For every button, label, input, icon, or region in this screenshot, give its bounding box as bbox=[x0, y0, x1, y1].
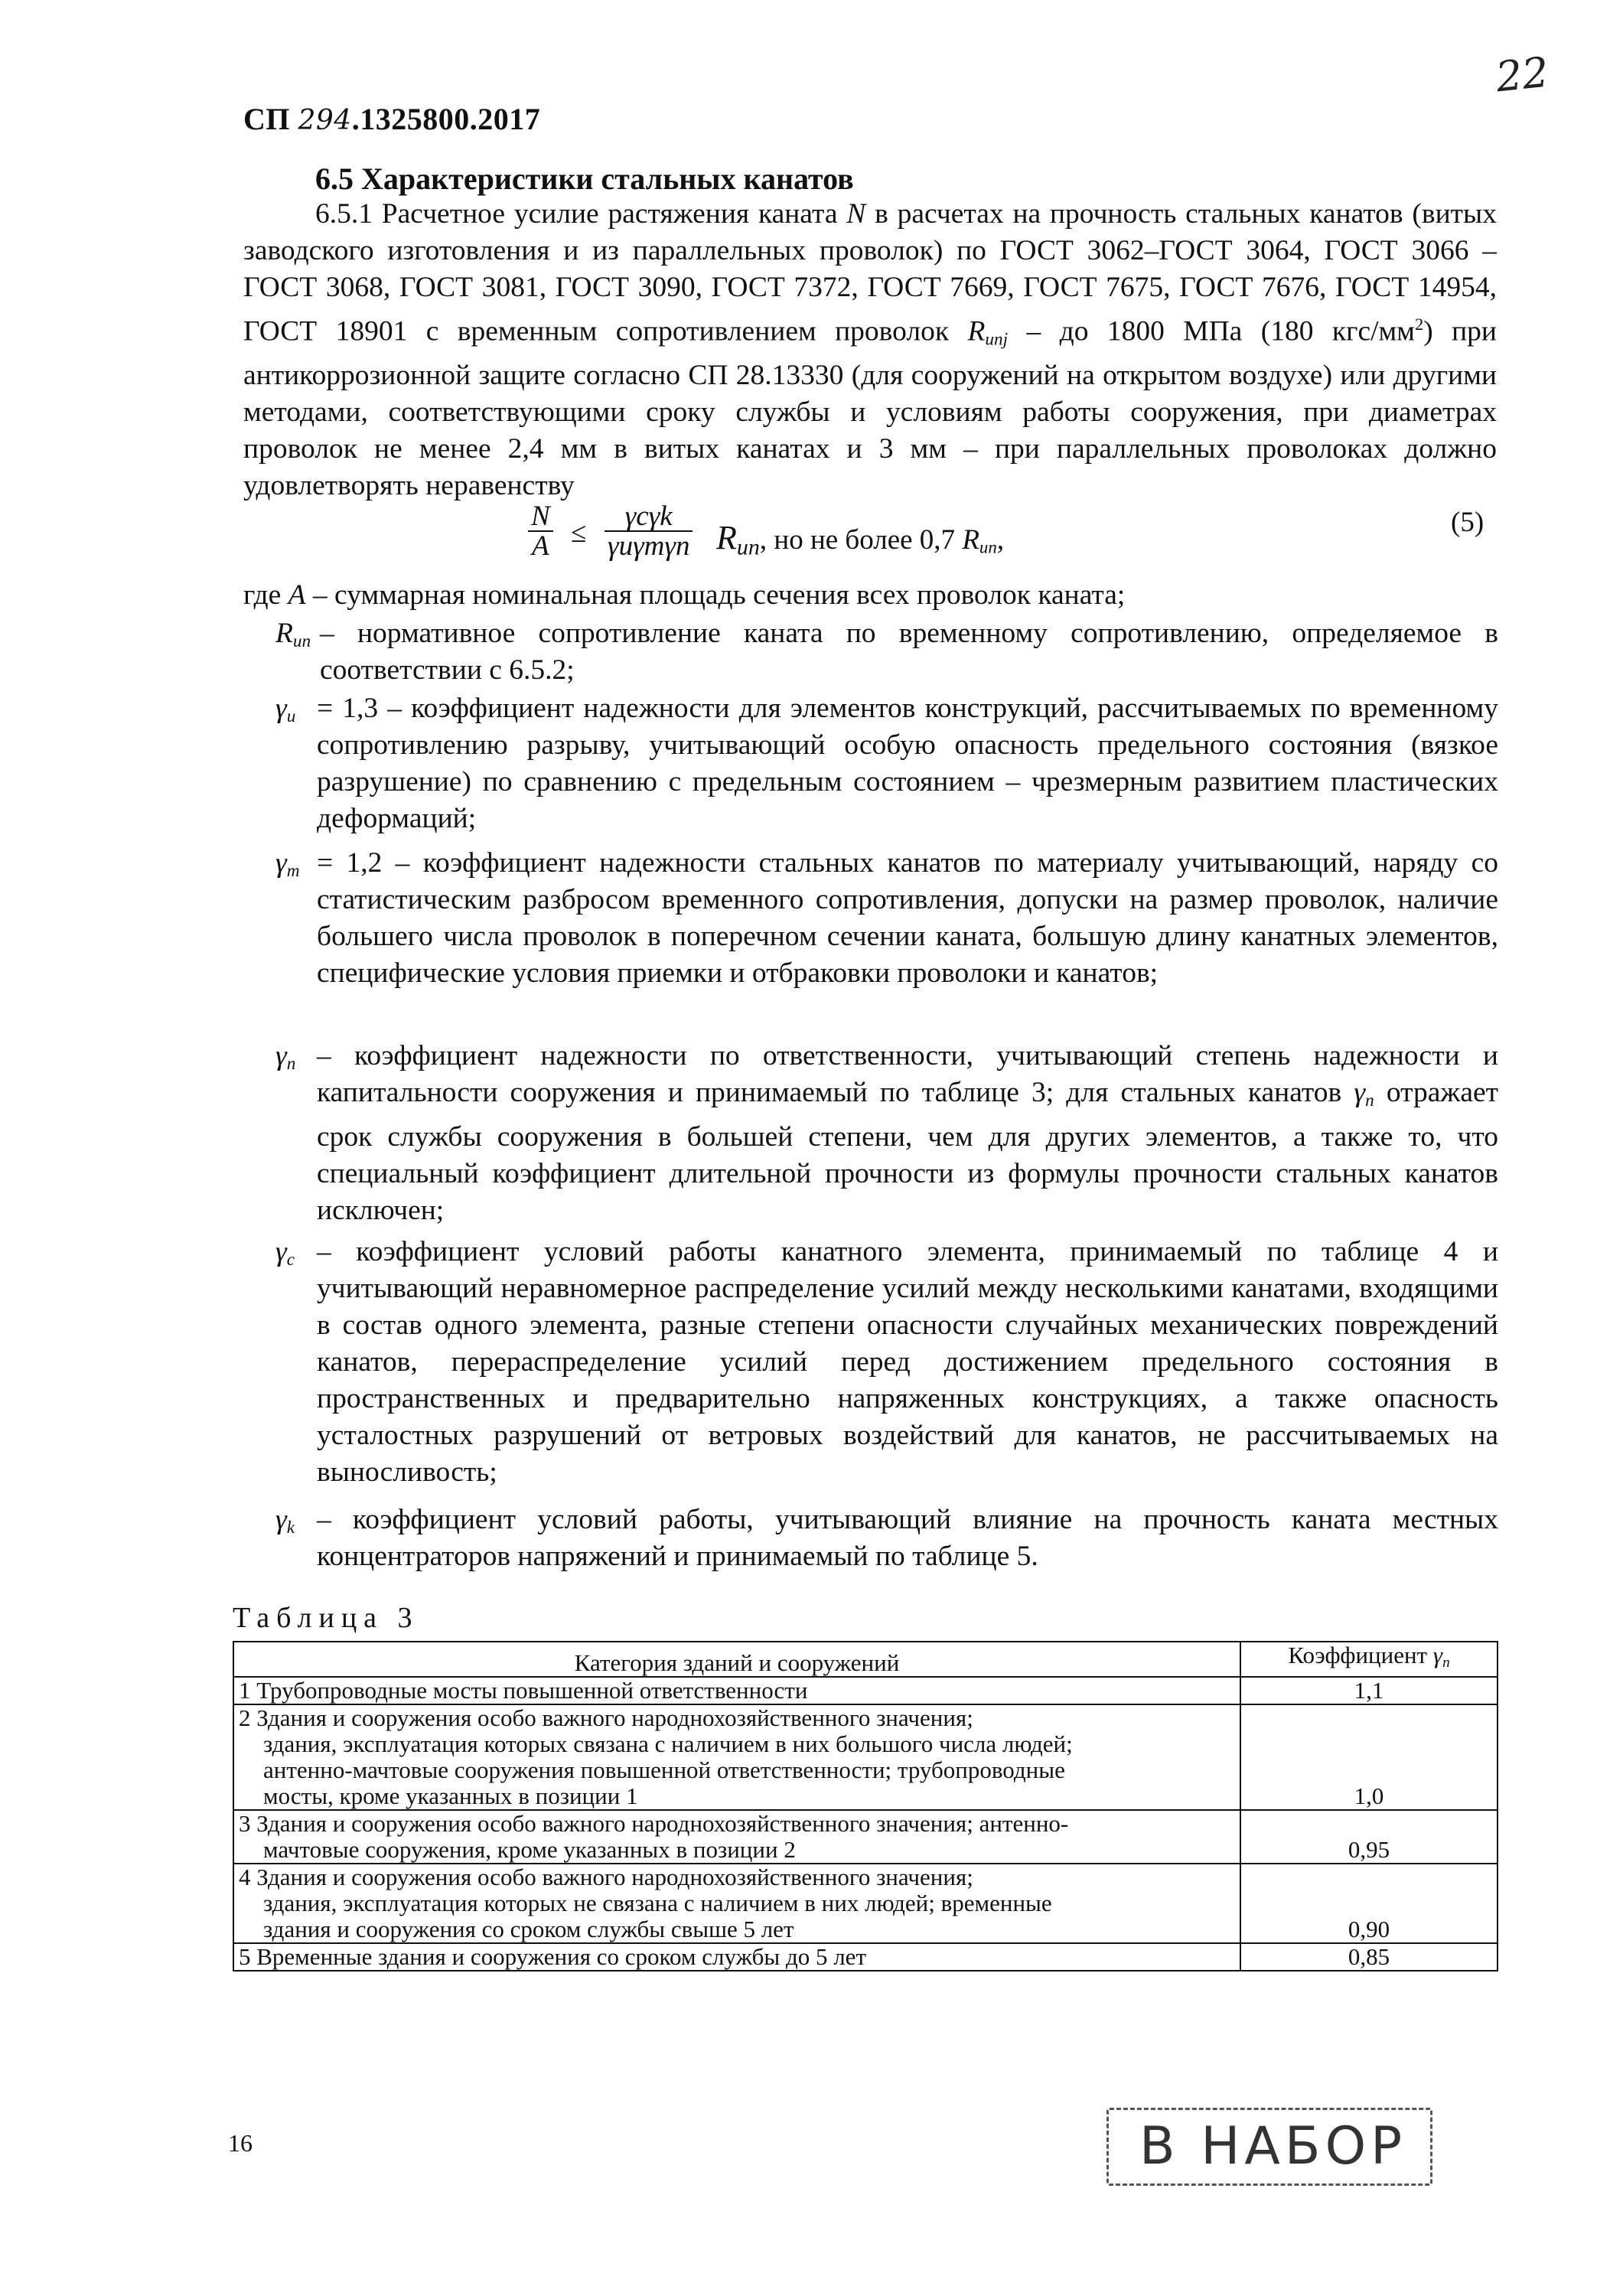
header-suffix: .1325800.2017 bbox=[351, 102, 541, 136]
table-row: 1 Трубопроводные мосты повышенной ответственности 1,1 bbox=[233, 1677, 1498, 1704]
table-row: 2 Здания и сооружения особо важного народнохозяйственного значения; здания, эксплуатация которых связана с наличием в них большого числа людей; антенно-мачтовые сооружения повышенной ответственности; трубопроводные мосты, кроме указанных в позиции 1 1,0 bbox=[233, 1704, 1498, 1810]
stamp-text: В НАБОР bbox=[1139, 2116, 1407, 2177]
stamp-box bbox=[1106, 2108, 1432, 2186]
document-header bbox=[243, 101, 540, 137]
handwritten-number: 294 bbox=[298, 105, 352, 136]
formula-rhs: $R_{un}$, но не более 0,7 $R_{un}$, bbox=[716, 519, 1005, 560]
table-row: 3 Здания и сооружения особо важного народнохозяйственного значения; антенно- мачтовые сооружения, кроме указанных в позиции 2 0,95 bbox=[233, 1810, 1498, 1864]
document-page: СП 294.1325800.2017 22 6.5 Характеристики стальных канатов 6.5.1 Расчетное усилие растяжения каната N в расчетах на прочность стальных канатов (витых заводского изготовления и из параллельных проволок) по ГОСТ 3062–ГОСТ 3064, ГОСТ 3066 – ГОСТ 3068, ГОСТ 3081, ГОСТ 3090, ГОСТ 7372, ГОСТ 7669, ГОСТ 7675, ГОСТ 7676, ГОСТ 14954, ГОСТ 18901 с временным сопротивлением проволок $R_{unj}$ – до 1800 МПа (180 кгс/$мм^2$) при антикоррозионной защите согласно СП 28.13330 (для сооружений на открытом воздухе) или другими методами, соответствующими сроку службы и условиям работы сооружения, при диаметрах проволок не менее 2,4 мм в витых канатах и 3 мм – при параллельных проволоках должно удовлетворять неравенству $\frac{N}{A}$ ≤ γcγk γuγmγn $R_{un}$, но не более 0,7 $R_{un}$, (5) где A – суммарная номинальная площадь сечения всех проволок каната; $R_{un}$ – нормативное сопротивление каната по временному сопротивлению, определяемое в соответствии с 6.5.2; $\gamma_u$ = 1,3 – коэффициент надежности для элементов конструкций, рассчитываемых по временному сопротивлению разрыву, учитывающий особую опасность предельного состояния (вязкое разрушение) по сравнению с предельным состоянием – чрезмерным развитием пластических деформаций; $\gamma_m$ = 1,2 – коэффициент надежности стальных канатов по материалу учитывающий, наряду со статистическим разбросом временного сопротивления, допуски на размер проволок, наличие большего числа проволок в поперечном сечении каната, большую длину канатных элементов, специфические условия приемки и отбраковки проволоки и канатов; $\gamma_n$ – коэффициент надежности по ответственности, учитывающий степень надежности и капитальности сооружения и принимаемый по таблице 3; для стальных канатов $\gamma_n$ отражает срок службы сооружения в большей степени, чем для других элементов, а также то, что специальный коэффициент длительной прочности из формулы прочности стальных канатов исключен; $\gamma_c$ – коэффициент условий работы канатного элемента, принимаемый по таблице 4 и учитывающий неравномерное распределение усилий между несколькими канатами, входящими в состав одного элемента, разные степени опасности случайных механических повреждений канатов, перераспределение усилий перед достижением предельного состояния в пространственных и предварительно напряженных конструкциях, а также опасность усталостных разрушений от ветровых воздействий для канатов, не рассчитываемых на выносливость; $\gamma_k$ – коэффициент условий работы, учитывающий влияние на прочность каната местных концентраторов напряжений и принимаемый по таблице 5. Таблица 3 Категория зданий и сооружений Коэффициент $\gamma_n$ 1 Трубопроводные мосты повышенной ответственности 1,1 2 Здания и сооружения особо важного народнохозяйственного значения; здания, эксплуатация которых связана с наличием в них большого числа людей; антенно-мачтовые сооружения повышенной ответственности; трубопроводные мосты, кроме указанных в позиции 1 1,0 3 Здания и сооружения особо важного народнохозяйственного значения; антенно- мачтовые сооружения, кроме указанных в позиции 2 0,95 4 Здания и сооружения особо важного народнохозяйственного значения; здания, эксплуатация которых не связана с наличием в них людей; временные здания и сооружения со сроком службы свыше 5 лет 0,90 5 Временные здания и сооружения со сроком службы до 5 лет 0,85 16 В НАБОР bbox=[0, 0, 1623, 2296]
fraction-n-over-a: $\frac{N}{A}$ bbox=[528, 503, 553, 561]
fraction-gamma: γcγk γuγmγn bbox=[605, 503, 693, 561]
paragraph-text: 6.5.1 Расчетное усилие растяжения каната N в расчетах на прочность стальных канатов (витых заводского изготовления и из параллельных проволок) по ГОСТ 3062–ГОСТ 3064, ГОСТ 3066 – ГОСТ 3068, ГОСТ 3081, ГОСТ 3090, ГОСТ 7372, ГОСТ 7669, ГОСТ 7675, ГОСТ 7676, ГОСТ 14954, ГОСТ 18901 с временным сопротивлением проволок $R_{unj}$ – до 1800 МПа (180 кгс/$мм^2$) при антикоррозионной защите согласно СП 28.13330 (для сооружений на открытом воздухе) или другими методами, соответствующими сроку службы и условиям работы сооружения, при диаметрах проволок не менее 2,4 мм в витых канатах и 3 мм – при параллельных проволоках должно удовлетворять неравенству bbox=[243, 198, 1498, 502]
formula-5 bbox=[528, 501, 1500, 578]
formula-number: (5) bbox=[1451, 507, 1484, 538]
table-header-row bbox=[233, 1642, 1498, 1677]
handwritten-page-mark: 22 bbox=[1493, 47, 1551, 102]
column-header-coefficient: Коэффициент $\gamma_n$ bbox=[1240, 1642, 1498, 1677]
table-row: 4 Здания и сооружения особо важного народнохозяйственного значения; здания, эксплуатация которых не связана с наличием в них людей; временные здания и сооружения со сроком службы свыше 5 лет 0,90 bbox=[233, 1864, 1498, 1943]
table-caption: Таблица 3 bbox=[233, 1602, 419, 1634]
column-header-category: Категория зданий и сооружений bbox=[233, 1642, 1240, 1677]
table-row: 5 Временные здания и сооружения со сроком службы до 5 лет 0,85 bbox=[233, 1943, 1498, 1971]
table-3 bbox=[233, 1641, 1498, 1971]
definition-a: где A – суммарная номинальная площадь сечения всех проволок каната; bbox=[243, 579, 1126, 611]
section-title: 6.5 Характеристики стальных канатов bbox=[315, 161, 854, 196]
header-prefix: СП bbox=[243, 102, 290, 136]
leq-sign: ≤ bbox=[571, 517, 587, 549]
page-number: 16 bbox=[228, 2129, 253, 2157]
paragraph-6-5-1 bbox=[243, 196, 1497, 504]
